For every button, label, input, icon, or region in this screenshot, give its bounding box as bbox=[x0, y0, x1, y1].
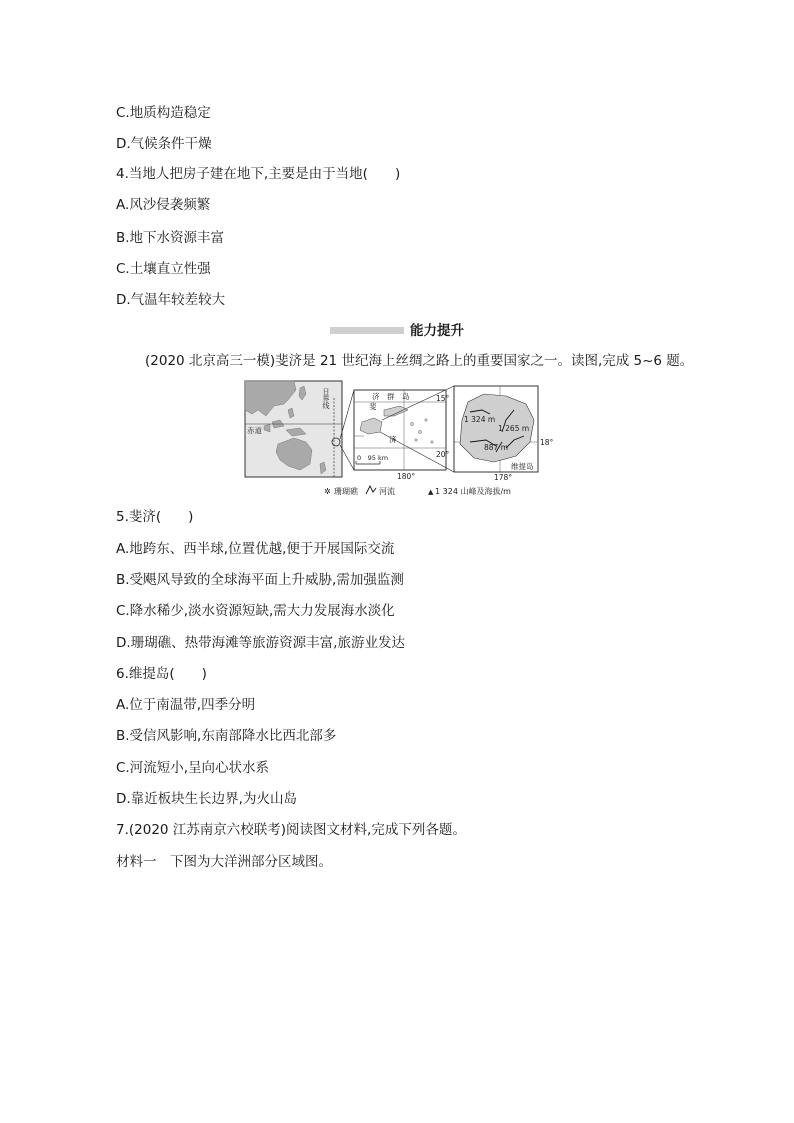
section-header bbox=[330, 322, 470, 340]
label-equator: 赤道 bbox=[247, 426, 262, 435]
label-lat-20: 20° bbox=[436, 450, 450, 459]
label-peak-1265: 1 265 m bbox=[498, 424, 530, 433]
label-lat-15: 15° bbox=[436, 394, 450, 403]
coral-reef-icon: ✲ bbox=[324, 487, 331, 496]
intro-text: (2020 北京高三一模)斐济是 21 世纪海上丝绸之路上的重要国家之一。读图,完成 5~6 题。 bbox=[145, 353, 694, 369]
map-panel-fiji-islands bbox=[354, 390, 450, 481]
legend-river: 河流 bbox=[379, 487, 395, 496]
label-lon-178: 178° bbox=[494, 473, 513, 482]
label-dateline: 日界线 bbox=[322, 388, 330, 409]
question-4-stem: 4.当地人把房子建在地下,主要是由于当地( ) bbox=[116, 166, 401, 182]
question-5-option-d: D.珊瑚礁、热带海滩等旅游资源丰富,旅游业发达 bbox=[116, 635, 405, 651]
question-5-option-c: C.降水稀少,淡水资源短缺,需大力发展海水淡化 bbox=[116, 603, 395, 619]
question-4-option-d: D.气温年较差较大 bbox=[116, 292, 226, 308]
label-peak-1324: 1 324 m bbox=[464, 415, 496, 424]
question-5-stem: 5.斐济( ) bbox=[116, 509, 194, 525]
map-legend bbox=[324, 486, 511, 496]
peak-icon: ▲ bbox=[428, 488, 434, 496]
label-islands-title: 济 群 岛 bbox=[372, 392, 410, 401]
label-lon-180: 180° bbox=[397, 472, 416, 481]
question-6-stem: 6.维提岛( ) bbox=[116, 666, 207, 682]
fiji-map bbox=[244, 380, 554, 500]
question-5-option-a: A.地跨东、西半球,位置优越,便于开展国际交流 bbox=[116, 541, 395, 557]
material-one-text: 材料一 下图为大洋洲部分区域图。 bbox=[116, 854, 332, 870]
question-6-option-a: A.位于南温带,四季分明 bbox=[116, 697, 256, 713]
label-peak-887: 887 m bbox=[484, 443, 509, 452]
question-6-option-b: B.受信风影响,东南部降水比西北部多 bbox=[116, 728, 337, 744]
question-5-option-b: B.受飓风导致的全球海平面上升威胁,需加强监测 bbox=[116, 572, 404, 588]
question-4-option-c: C.土壤直立性强 bbox=[116, 261, 211, 277]
section-title: 能力提升 bbox=[410, 323, 464, 339]
map-panel-pacific bbox=[245, 381, 342, 477]
question-7-stem: 7.(2020 江苏南京六校联考)阅读图文材料,完成下列各题。 bbox=[116, 822, 466, 838]
label-scale: 0 95 km bbox=[357, 454, 389, 462]
label-viti-levu: 维提岛 bbox=[511, 462, 534, 471]
label-lat-18: 18° bbox=[540, 438, 554, 447]
question-6-option-d: D.靠近板块生长边界,为火山岛 bbox=[116, 791, 297, 807]
fiji-map-figure bbox=[244, 380, 554, 500]
question-4-option-b: B.地下水资源丰富 bbox=[116, 230, 225, 246]
section-bar bbox=[330, 327, 404, 334]
option-c-geology: C.地质构造稳定 bbox=[116, 105, 211, 121]
legend-coral: 珊瑚礁 bbox=[334, 487, 358, 496]
label-fei: 斐 bbox=[369, 402, 377, 411]
option-d-climate: D.气候条件干燥 bbox=[116, 136, 212, 152]
map-panel-viti-levu bbox=[454, 386, 554, 482]
label-ji: 济 bbox=[389, 435, 397, 444]
question-6-option-c: C.河流短小,呈向心状水系 bbox=[116, 760, 270, 776]
question-4-option-a: A.风沙侵袭频繁 bbox=[116, 197, 211, 213]
legend-peak: 1 324 山峰及海拔/m bbox=[435, 487, 511, 496]
river-icon bbox=[366, 486, 376, 494]
